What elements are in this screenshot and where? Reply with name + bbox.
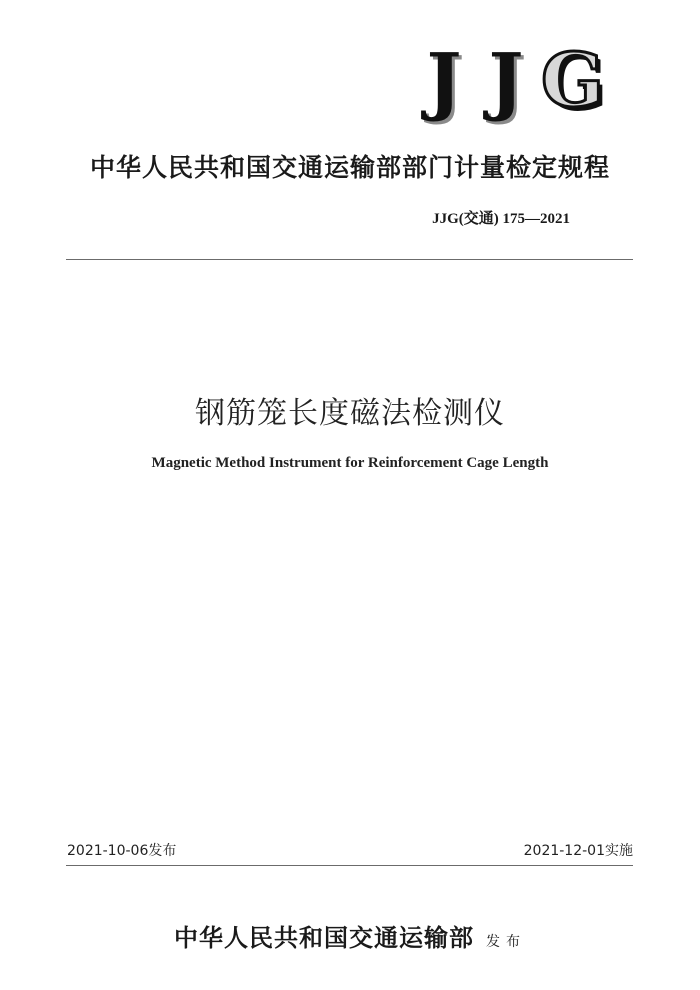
bottom-divider bbox=[66, 865, 633, 866]
agency-heading: 中华人民共和国交通运输部部门计量检定规程 bbox=[89, 153, 610, 182]
issue-date: 2021-10-06发布 bbox=[67, 843, 177, 859]
publisher-verb: 发布 bbox=[486, 934, 526, 950]
logo-letter-g: G bbox=[541, 38, 605, 124]
document-title-cn: 钢筋笼长度磁法检测仪 bbox=[195, 396, 505, 431]
logo-letter-j1: J bbox=[426, 38, 462, 124]
publisher-line bbox=[0, 918, 700, 953]
top-divider bbox=[66, 259, 633, 260]
document-title-en: Magnetic Method Instrument for Reinforcement Cage Length bbox=[151, 455, 549, 471]
logo-letter-j2: J bbox=[488, 38, 524, 124]
standard-code: JJG(交通) 175—2021 bbox=[432, 211, 570, 227]
implementation-date: 2021-12-01实施 bbox=[523, 843, 633, 859]
jjg-logo bbox=[413, 38, 605, 124]
publisher-name: 中华人民共和国交通运输部 bbox=[174, 923, 474, 952]
